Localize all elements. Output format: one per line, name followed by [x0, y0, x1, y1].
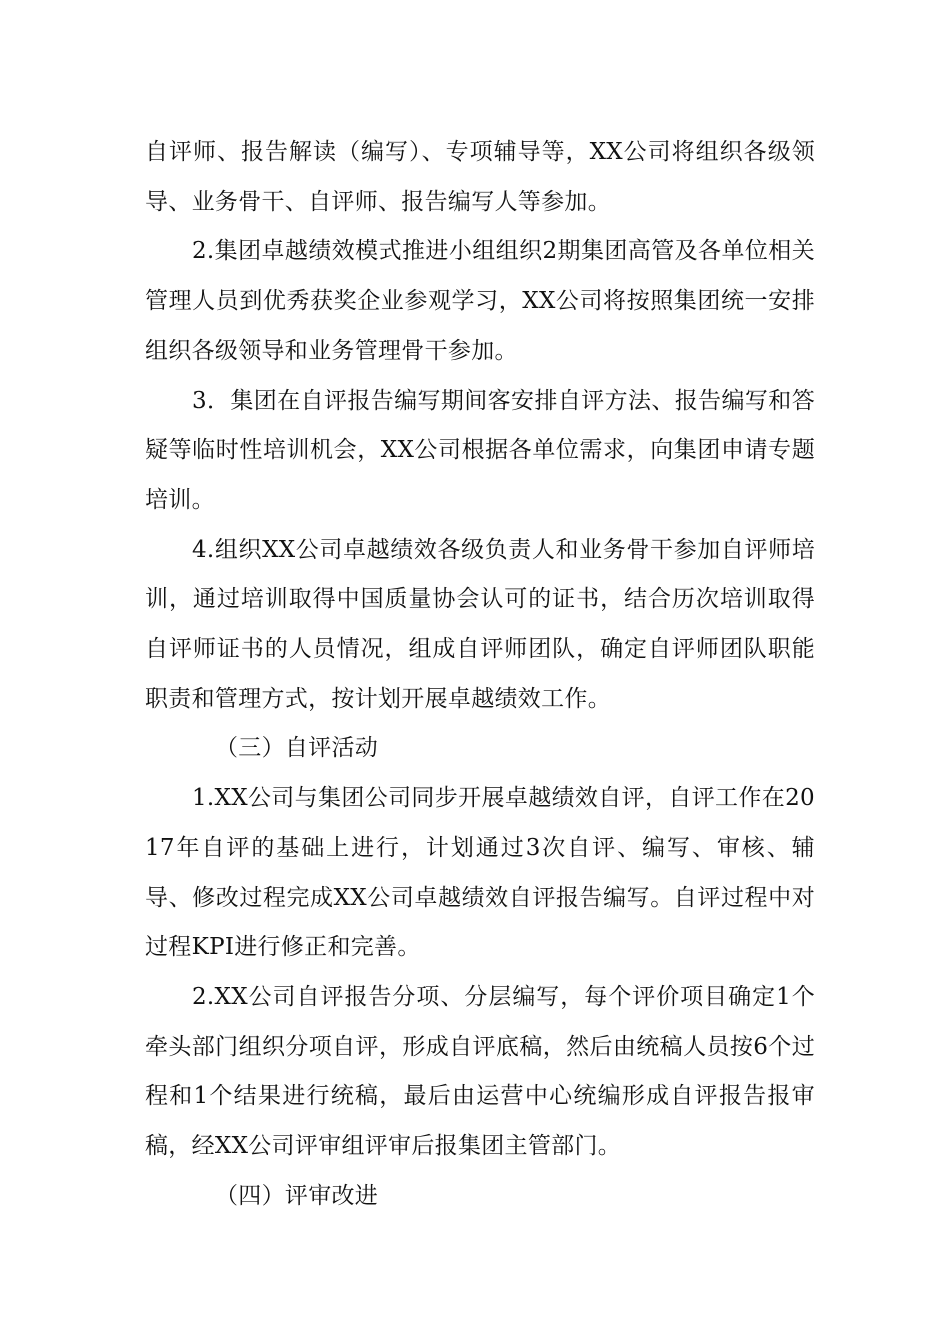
- document-body: [145, 128, 815, 1221]
- paragraph-self-assessment-2: 2.XX公司自评报告分项、分层编写，每个评价项目确定1个牵头部门组织分项自评，形成自评底稿，然后由统稿人员按6个过程和1个结果进行统稿，最后由运营中心统编形成自评报告报审稿，经XX公司评审组评审后报集团主管部门。: [145, 983, 815, 1160]
- paragraph-item-3-training: 3．集团在自评报告编写期间客安排自评方法、报告编写和答疑等临时性培训机会，XX公司根据各单位需求，向集团申请专题培训。: [145, 387, 815, 513]
- paragraph-item-4-assessor-team: 4.组织XX公司卓越绩效各级负责人和业务骨干参加自评师培训，通过培训取得中国质量协会认可的证书，结合历次培训取得自评师证书的人员情况，组成自评师团队，确定自评师团队职能职责和管理方式，按计划开展卓越绩效工作。: [145, 536, 815, 712]
- section-heading-review-improvement: （四）评审改进: [215, 1182, 379, 1209]
- paragraph-item-2-visit: 2.集团卓越绩效模式推进小组组织2期集团高管及各单位相关管理人员到优秀获奖企业参观学习，XX公司将按照集团统一安排组织各级领导和业务管理骨干参加。: [145, 238, 815, 364]
- paragraph-training-continued: 自评师、报告解读（编写）、专项辅导等，XX公司将组织各级领导、业务骨干、自评师、报告编写人等参加。: [145, 139, 815, 215]
- section-heading-self-assessment: （三）自评活动: [215, 735, 379, 762]
- paragraph-self-assessment-1: 1.XX公司与集团公司同步开展卓越绩效自评，自评工作在2017年自评的基础上进行，计划通过3次自评、编写、审核、辅导、修改过程完成XX公司卓越绩效自评报告编写。自评过程中对过程KPI进行修正和完善。: [145, 785, 815, 961]
